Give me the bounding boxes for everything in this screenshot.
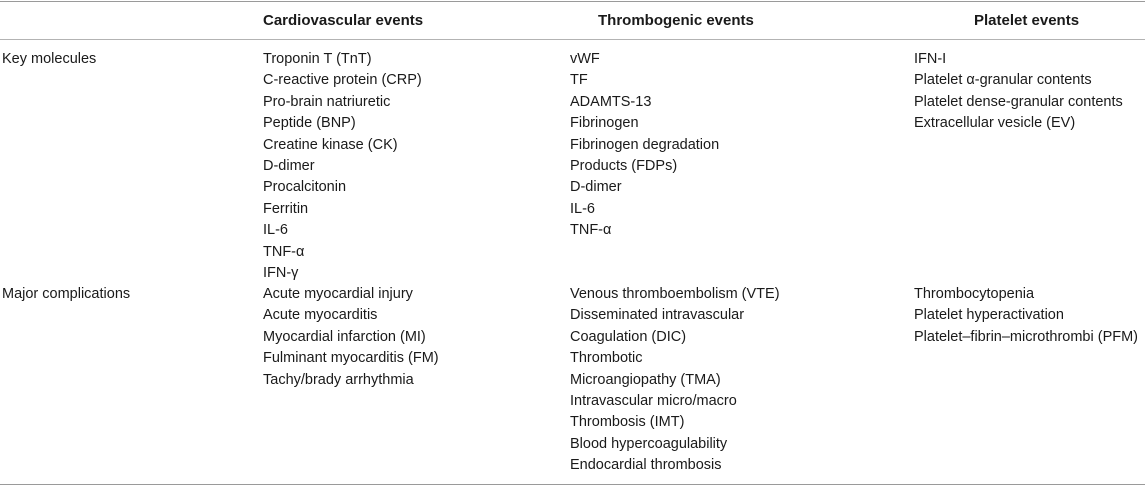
list-item: vWF	[570, 51, 600, 67]
list-item: TNF-α	[263, 243, 305, 260]
list-item: Blood hypercoagulability	[570, 435, 728, 452]
list-item: Ferritin	[263, 200, 309, 217]
list-item: Troponin T (TnT)	[263, 51, 372, 67]
cell-key-molecules-cardiovascular	[263, 49, 422, 284]
row-label-major-complications: Major complications	[2, 286, 131, 302]
column-header-platelet: Platelet events	[974, 12, 1080, 29]
list-item: Platelet–fibrin–microthrombi (PFM)	[914, 328, 1139, 345]
list-item: Tachy/brady arrhythmia	[263, 371, 414, 388]
cell-key-molecules-thrombogenic	[570, 49, 719, 242]
list-item: Fulminant myocarditis (FM)	[263, 350, 439, 367]
list-item: Pro-brain natriuretic	[263, 93, 391, 110]
list-item: TF	[570, 72, 588, 89]
table-header-rule	[0, 39, 1145, 40]
list-item: Acute myocardial injury	[263, 286, 413, 302]
cell-major-complications-cardiovascular	[263, 284, 439, 391]
list-item: IL-6	[263, 222, 288, 239]
table-top-rule	[0, 1, 1145, 2]
list-item: Extracellular vesicle (EV)	[914, 115, 1076, 132]
cell-major-complications-platelet	[914, 284, 1138, 348]
list-item: ADAMTS-13	[570, 93, 652, 110]
list-item: Myocardial infarction (MI)	[263, 328, 426, 345]
list-item: Intravascular micro/macro	[570, 392, 737, 409]
list-item: Disseminated intravascular	[570, 307, 745, 324]
column-header-thrombogenic: Thrombogenic events	[598, 12, 754, 29]
list-item: Acute myocarditis	[263, 307, 378, 324]
list-item: Creatine kinase (CK)	[263, 136, 398, 153]
list-item: IL-6	[570, 200, 595, 217]
list-item: Coagulation (DIC)	[570, 328, 687, 345]
column-header-cardiovascular: Cardiovascular events	[263, 12, 424, 29]
list-item: Platelet dense-granular contents	[914, 93, 1123, 110]
list-item: C-reactive protein (CRP)	[263, 72, 422, 89]
row-label-key-molecules: Key molecules	[2, 51, 97, 67]
list-item: Thrombocytopenia	[914, 286, 1035, 302]
list-item: Endocardial thrombosis	[570, 457, 722, 474]
list-item: IFN-γ	[263, 264, 299, 281]
list-item: Peptide (BNP)	[263, 115, 356, 132]
cell-key-molecules-platelet	[914, 49, 1123, 135]
list-item: Fibrinogen	[570, 115, 639, 132]
list-item: Procalcitonin	[263, 179, 347, 196]
list-item: Fibrinogen degradation	[570, 136, 720, 153]
list-item: Venous thromboembolism (VTE)	[570, 286, 780, 302]
table-bottom-rule	[0, 484, 1145, 485]
list-item: Thrombotic	[570, 350, 643, 367]
list-item: IFN-I	[914, 51, 947, 67]
list-item: Thrombosis (IMT)	[570, 414, 685, 431]
list-item: TNF-α	[570, 222, 612, 239]
cell-major-complications-thrombogenic	[570, 284, 780, 477]
list-item: Products (FDPs)	[570, 157, 678, 174]
list-item: Platelet hyperactivation	[914, 307, 1064, 324]
list-item: Platelet α-granular contents	[914, 72, 1092, 89]
list-item: Microangiopathy (TMA)	[570, 371, 721, 388]
list-item: D-dimer	[263, 157, 315, 174]
list-item: D-dimer	[570, 179, 622, 196]
